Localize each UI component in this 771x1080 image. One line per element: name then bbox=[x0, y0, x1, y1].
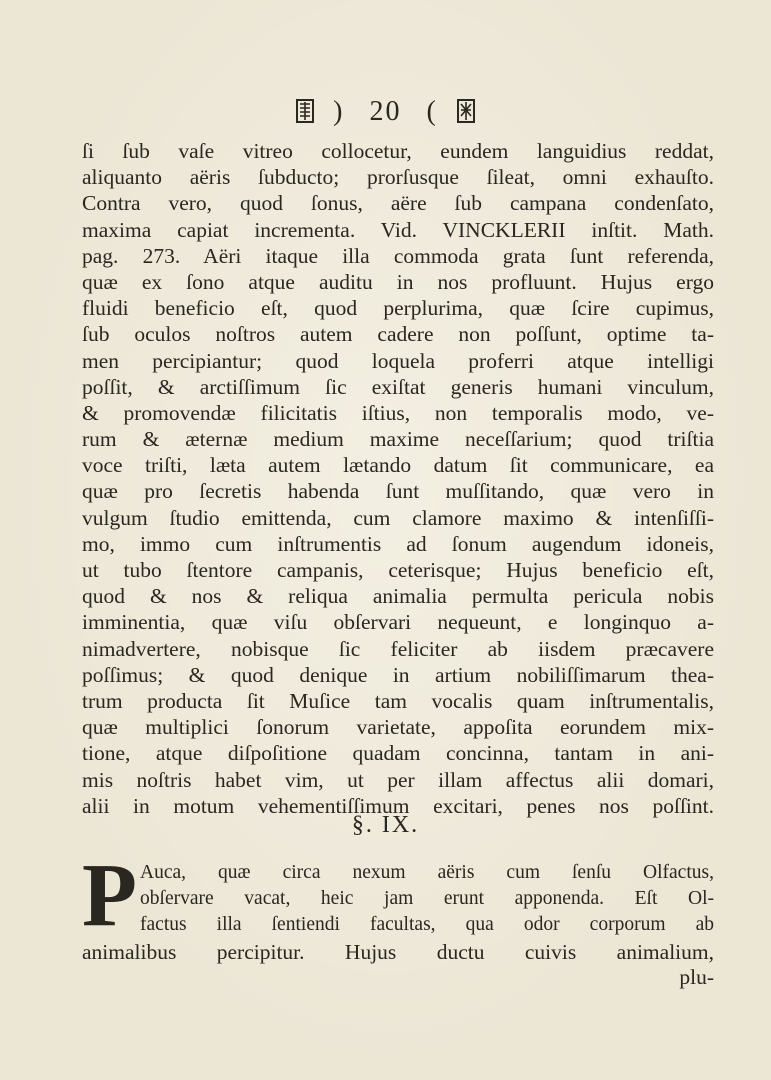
text-line: nimadvertere, nobisque ſic feliciter ab iisdem præcavere bbox=[82, 636, 714, 661]
text-line: Contra vero, quod ſonus, aëre ſub campana condenſato, bbox=[82, 191, 714, 216]
page-number: 20 bbox=[369, 96, 402, 127]
text-line: quod & nos & reliqua animalia permulta pericula nobis bbox=[82, 584, 714, 609]
header-left-paren: ) bbox=[333, 96, 345, 127]
text-line: rum & æternæ medium maxime neceſſarium; quod triſtia bbox=[82, 427, 714, 452]
text-line: ſub oculos noſtros autem cadere non poſſunt, optime ta- bbox=[82, 322, 714, 347]
text-line: aliquanto aëris ſubducto; prorſusque ſileat, omni exhauſto. bbox=[82, 165, 714, 190]
text-line: voce triſti, læta autem lætando datum ſit communicare, ea bbox=[82, 453, 714, 478]
text-line: vulgum ſtudio emittenda, cum clamore maximo & intenſiſſi- bbox=[82, 505, 714, 530]
text-line: ſi ſub vaſe vitreo collocetur, eundem languidius reddat, bbox=[82, 139, 714, 163]
text-line: mis noſtris habet vim, ut per illam affectus alii domari, bbox=[82, 767, 714, 792]
text-line: factus illa ſentiendi facultas, qua odor corporum ab bbox=[140, 914, 714, 936]
text-line: poſſimus; & quod denique in artium nobiliſſimarum thea- bbox=[82, 662, 714, 687]
text-line: ut tubo ſtentore campanis, ceterisque; Hujus beneficio eſt, bbox=[82, 558, 714, 582]
text-line: quæ pro ſecretis habenda ſunt muſſitando, quæ vero in bbox=[82, 479, 714, 504]
header-right-paren: ( bbox=[426, 96, 438, 127]
catchword: plu- bbox=[679, 965, 714, 989]
page-header bbox=[0, 92, 771, 132]
main-text-block bbox=[82, 138, 714, 819]
text-line: maxima capiat incrementa. Vid. VINCKLERII inſtit. Math. bbox=[82, 217, 714, 242]
text-line: mo, immo cum inſtrumentis ad ſonum augendum idoneis, bbox=[82, 531, 714, 556]
section-heading: §. IX. bbox=[351, 812, 420, 838]
text-line: alii in motum vehementiſſimum excitari, penes nos poſſint. bbox=[82, 793, 714, 818]
section-text-block bbox=[82, 846, 714, 965]
text-line: quæ ex ſono atque auditu in nos profluunt. Hujus ergo bbox=[82, 269, 714, 294]
text-line: animalibus percipitur. Hujus ductu cuivis animalium, bbox=[82, 939, 714, 964]
text-line: men percipiantur; quod loquela proferri atque intelligi bbox=[82, 348, 714, 373]
text-line: obſervare vacat, heic jam erunt apponenda. Eſt Ol- bbox=[140, 888, 714, 910]
drop-capital: P bbox=[82, 846, 137, 945]
text-line: trum producta ſit Muſice tam vocalis quam inſtrumentalis, bbox=[82, 688, 714, 713]
text-line: imminentia, quæ viſu obſervari nequeunt, e longinquo a- bbox=[82, 610, 714, 635]
text-line: Auca, quæ circa nexum aëris cum ſenſu Olfactus, bbox=[140, 862, 714, 883]
text-line: tione, atque diſpoſitione quadam concinna, tantam in ani- bbox=[82, 741, 714, 766]
text-line: quæ multiplici ſonorum varietate, appoſita eorundem mix- bbox=[82, 715, 714, 740]
ornament-icon-left bbox=[294, 98, 316, 124]
text-line: poſſit, & arctiſſimum ſic exiſtat generis humani vinculum, bbox=[82, 374, 714, 399]
text-line: & promovendæ filicitatis iſtius, non temporalis modo, ve- bbox=[82, 400, 714, 425]
text-line: pag. 273. Aëri itaque illa commoda grata ſunt referenda, bbox=[82, 243, 714, 268]
ornament-icon-right bbox=[455, 98, 477, 124]
text-line: fluidi beneficio eſt, quod perplurima, quæ ſcire cupimus, bbox=[82, 296, 714, 321]
